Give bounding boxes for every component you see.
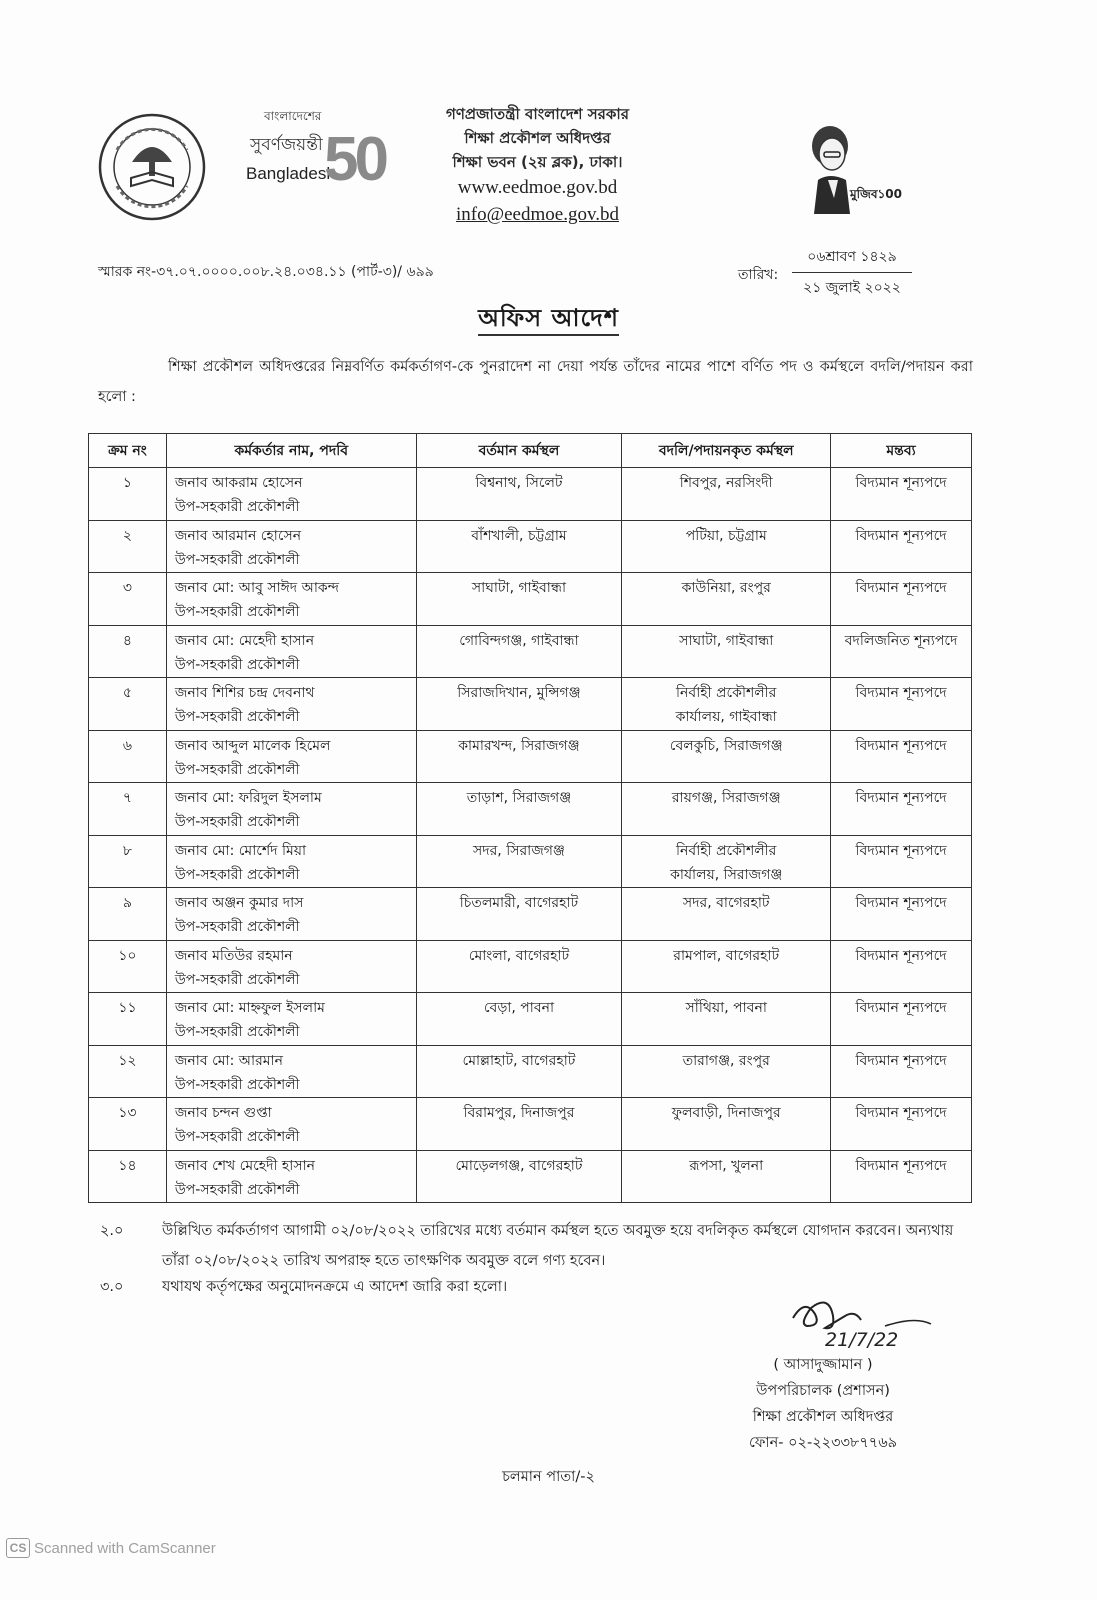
new-station-cell — [622, 520, 831, 573]
header-remark: মন্তব্য — [831, 434, 972, 468]
name-cell-line: উপ-সহকারী প্রকৌশলী — [174, 814, 300, 830]
jubilee-english-text: Bangladesh — [246, 164, 336, 183]
serial-cell — [89, 625, 167, 678]
name-cell — [166, 1098, 416, 1151]
name-cell-line: জনাব অঞ্জন কুমার দাস — [174, 895, 304, 911]
remark-cell-line: বিদ্যমান শূন্যপদে — [855, 1157, 947, 1174]
remark-cell-line: বিদ্যমান শূন্যপদে — [855, 475, 947, 491]
name-cell-line: জনাব মো: মাহ্নফুল ইসলাম — [174, 1000, 325, 1016]
serial-cell-line: ২ — [122, 527, 132, 544]
current-station-cell-line: সাঘাটা, গাইবান্ধা — [471, 580, 567, 596]
transfer-table — [88, 433, 972, 1203]
remark-cell — [831, 678, 972, 731]
new-station-cell — [622, 888, 831, 941]
current-station-cell — [416, 993, 622, 1046]
current-station-cell-line: গোবিন্দগঞ্জ, গাইবান্ধা — [459, 632, 579, 649]
remark-cell-line: বিদ্যমান শূন্যপদে — [855, 947, 947, 964]
current-station-cell-line: তাড়াশ, সিরাজগঞ্জ — [466, 790, 572, 806]
current-station-cell-line: মোংলা, বাগেরহাট — [468, 947, 570, 964]
new-station-cell — [622, 835, 831, 888]
header-current: বর্তমান কর্মস্থল — [416, 434, 622, 468]
remark-cell — [831, 940, 972, 993]
serial-cell-line: ৪ — [122, 632, 132, 649]
table-row — [89, 1098, 972, 1151]
current-station-cell — [416, 468, 622, 521]
table-row — [89, 835, 972, 888]
new-station-cell — [622, 1098, 831, 1151]
org-line-address: শিক্ষা ভবন (২য় ব্লক), ঢাকা। — [452, 153, 623, 171]
serial-cell-line: ৩ — [122, 580, 132, 596]
new-station-cell-line: কার্যালয়, গাইবান্ধা — [675, 709, 777, 725]
serial-cell — [89, 888, 167, 941]
intro-paragraph: শিক্ষা প্রকৌশল অধিদপ্তরের নিম্নবর্ণিত কর্মকর্তাগণ-কে পুনরাদেশ না দেয়া পর্যন্ত তাঁদের নামের পাশে বর্ণিত পদ ও কর্মস্থলে বদলি/পদায়ন করা হলো : — [98, 359, 973, 405]
serial-cell — [89, 730, 167, 783]
name-cell-line: উপ-সহকারী প্রকৌশলী — [174, 656, 300, 673]
table-row — [89, 573, 972, 626]
remark-cell — [831, 573, 972, 626]
signatory-designation: উপপরিচালক (প্রশাসন) — [756, 1383, 890, 1399]
name-cell — [166, 730, 416, 783]
new-station-cell-line: শিবপুর, নরসিংদী — [679, 475, 773, 491]
remark-cell — [831, 835, 972, 888]
serial-cell-line: ১৪ — [118, 1157, 137, 1174]
current-station-cell — [416, 1098, 622, 1151]
camscanner-text: Scanned with CamScanner — [34, 1539, 216, 1557]
name-cell — [166, 468, 416, 521]
new-station-cell — [622, 625, 831, 678]
serial-cell-line: ৮ — [122, 842, 132, 859]
signature-block — [728, 1352, 918, 1456]
name-cell-line: জনাব আরমান হোসেন — [174, 527, 302, 544]
serial-cell — [89, 993, 167, 1046]
new-station-cell — [622, 730, 831, 783]
name-cell — [166, 835, 416, 888]
remark-cell-line: বিদ্যমান শূন্যপদে — [855, 527, 947, 544]
current-station-cell-line: সদর, সিরাজগঞ্জ — [473, 842, 565, 859]
paragraph-2-number: ২.০ — [100, 1223, 124, 1239]
header-serial: ক্রম নং — [89, 434, 167, 468]
name-cell — [166, 993, 416, 1046]
document-title — [0, 300, 1097, 340]
signatory-name: ( আসাদুজ্জামান ) — [773, 1357, 873, 1373]
table-row — [89, 940, 972, 993]
remark-cell — [831, 1098, 972, 1151]
name-cell-line: জনাব চন্দন গুপ্তা — [174, 1105, 272, 1121]
name-cell-line: জনাব মো: মোর্শেদ মিয়া — [174, 842, 307, 859]
new-station-cell-line: রায়গঞ্জ, সিরাজগঞ্জ — [671, 790, 781, 806]
new-station-cell — [622, 783, 831, 836]
remark-cell — [831, 1150, 972, 1203]
paragraph-2-text: উল্লিখিত কর্মকর্তাগণ আগামী ০২/০৮/২০২২ তারিখের মধ্যে বর্তমান কর্মস্থল হতে অবমুক্ত হয়ে বদলিকৃত কর্মস্থলে যোগদান করবেন। অন্যথায় তাঁরা ০২/০৮/২০২২ তারিখ অপরাহ্ন হতে তাৎক্ষণিক অবমুক্ত বলে গণ্য হবেন। — [162, 1223, 954, 1269]
name-cell — [166, 940, 416, 993]
name-cell-line: জনাব মতিউর রহমান — [174, 947, 293, 964]
org-line-government: গণপ্রজাতন্ত্রী বাংলাদেশ সরকার — [446, 105, 629, 123]
serial-cell-line: ৭ — [122, 790, 132, 806]
table-row — [89, 1150, 972, 1203]
serial-cell — [89, 940, 167, 993]
remark-cell-line: বিদ্যমান শূন্যপদে — [855, 790, 947, 806]
name-cell — [166, 520, 416, 573]
new-station-cell-line: সাঘাটা, গাইবান্ধা — [679, 632, 774, 649]
current-station-cell — [416, 1045, 622, 1098]
current-station-cell — [416, 940, 622, 993]
name-cell — [166, 888, 416, 941]
new-station-cell-line: তারাগঞ্জ, রংপুর — [682, 1052, 770, 1069]
current-station-cell — [416, 835, 622, 888]
department-seal-icon — [97, 112, 207, 222]
name-cell-line: জনাব আব্দুল মালেক হিমেল — [174, 737, 331, 754]
camscanner-logo-icon: CS — [6, 1538, 30, 1558]
remark-cell — [831, 783, 972, 836]
serial-cell — [89, 678, 167, 731]
new-station-cell-line: রূপসা, খুলনা — [689, 1157, 764, 1174]
current-station-cell — [416, 573, 622, 626]
serial-cell-line: ১২ — [118, 1052, 137, 1069]
current-station-cell-line: মোল্লাহাট, বাগেরহাট — [462, 1052, 576, 1069]
current-station-cell — [416, 625, 622, 678]
new-station-cell — [622, 1045, 831, 1098]
name-cell-line: উপ-সহকারী প্রকৌশলী — [174, 1076, 300, 1093]
remark-cell — [831, 468, 972, 521]
new-station-cell-line: ফুলবাড়ী, দিনাজপুর — [671, 1105, 781, 1121]
remark-cell-line: বিদ্যমান শূন্যপদে — [855, 685, 947, 701]
serial-cell-line: ১০ — [118, 947, 137, 964]
name-cell — [166, 1150, 416, 1203]
name-cell-line: জনাব মো: ফরিদুল ইসলাম — [174, 790, 322, 806]
current-station-cell-line: চিতলমারী, বাগেরহাট — [459, 895, 579, 911]
serial-cell-line: ১ — [122, 475, 132, 491]
table-row — [89, 468, 972, 521]
name-cell-line: উপ-সহকারী প্রকৌশলী — [174, 1181, 300, 1198]
table-row — [89, 625, 972, 678]
camscanner-watermark — [6, 1537, 216, 1559]
continuation-note: চলমান পাতা/-২ — [502, 1469, 595, 1485]
name-cell — [166, 1045, 416, 1098]
remark-cell-line: বিদ্যমান শূন্যপদে — [855, 580, 947, 596]
date-bangla: ০৬শ্রাবণ ১৪২৯ — [792, 245, 912, 273]
remark-cell-line: বিদ্যমান শূন্যপদে — [855, 1105, 947, 1121]
new-station-cell-line: সদর, বাগেরহাট — [682, 895, 770, 911]
name-cell-line: জনাব আকরাম হোসেন — [174, 475, 303, 491]
memo-number: স্মারক নং-৩৭.০৭.০০০০.০০৮.২৪.০৩৪.১১ (পার্ট-৩)/ ৬৯৯ — [98, 264, 434, 280]
remark-cell — [831, 730, 972, 783]
signature-date: 21/7/22 — [825, 1329, 899, 1351]
remark-cell-line: বিদ্যমান শূন্যপদে — [855, 842, 947, 859]
new-station-cell-line: নির্বাহী প্রকৌশলীর — [676, 842, 777, 859]
website-link[interactable]: www.eedmoe.gov.bd — [457, 177, 618, 198]
current-station-cell-line: মোড়েলগঞ্জ, বাগেরহাট — [455, 1157, 583, 1174]
date-block — [792, 245, 912, 300]
current-station-cell-line: বিশ্বনাথ, সিলেট — [475, 475, 563, 491]
current-station-cell-line: বিরামপুর, দিনাজপুর — [463, 1105, 575, 1121]
table-row — [89, 783, 972, 836]
current-station-cell — [416, 520, 622, 573]
new-station-cell-line: বেলকুচি, সিরাজগঞ্জ — [669, 737, 783, 754]
remark-cell — [831, 888, 972, 941]
remark-cell-line: বিদ্যমান শূন্যপদে — [855, 1052, 947, 1069]
current-station-cell — [416, 730, 622, 783]
name-cell-line: উপ-সহকারী প্রকৌশলী — [174, 1024, 300, 1040]
new-station-cell — [622, 993, 831, 1046]
serial-cell — [89, 468, 167, 521]
name-cell-line: জনাব শেখ মেহেদী হাসান — [174, 1157, 316, 1174]
organization-header — [415, 102, 660, 228]
current-station-cell-line: বেড়া, পাবনা — [483, 1000, 555, 1016]
serial-cell — [89, 783, 167, 836]
current-station-cell — [416, 783, 622, 836]
table-row — [89, 888, 972, 941]
name-cell-line: উপ-সহকারী প্রকৌশলী — [174, 866, 300, 883]
name-cell-line: উপ-সহকারী প্রকৌশলী — [174, 604, 300, 620]
golden-jubilee-logo — [236, 106, 385, 206]
date-english: ২১ জুলাই ২০২২ — [803, 280, 901, 296]
table-header-row — [89, 434, 972, 468]
name-cell-line: উপ-সহকারী প্রকৌশলী — [174, 761, 300, 778]
remark-cell — [831, 1045, 972, 1098]
name-cell — [166, 625, 416, 678]
serial-cell — [89, 1045, 167, 1098]
name-cell-line: উপ-সহকারী প্রকৌশলী — [174, 709, 300, 725]
name-cell-line: উপ-সহকারী প্রকৌশলী — [174, 919, 300, 935]
new-station-cell-line: রামপাল, বাগেরহাট — [673, 947, 780, 964]
jubilee-mid-text: সুবর্ণজয়ন্তী — [250, 135, 323, 155]
name-cell-line: জনাব মো: আরমান — [174, 1052, 283, 1069]
jubilee-number: 50 — [324, 125, 385, 194]
name-cell-line: উপ-সহকারী প্রকৌশলী — [174, 971, 300, 988]
header-name: কর্মকর্তার নাম, পদবি — [166, 434, 416, 468]
current-station-cell-line: কামারখন্দ, সিরাজগঞ্জ — [458, 737, 580, 754]
serial-cell — [89, 1098, 167, 1151]
remark-cell — [831, 520, 972, 573]
current-station-cell-line: বাঁশখালী, চট্টগ্রাম — [471, 527, 567, 544]
serial-cell-line: ৯ — [122, 895, 132, 911]
name-cell-line: উপ-সহকারী প্রকৌশলী — [174, 1129, 300, 1145]
table-row — [89, 730, 972, 783]
table-body — [89, 468, 972, 1203]
date-label: তারিখ: — [738, 267, 779, 283]
new-station-cell-line: নির্বাহী প্রকৌশলীর — [676, 685, 777, 701]
table-row — [89, 678, 972, 731]
serial-cell — [89, 573, 167, 626]
signatory-phone: ফোন- ০২-২২৩৩৮৭৭৬৯ — [748, 1435, 898, 1451]
new-station-cell — [622, 678, 831, 731]
portrait-caption: মুজিব১00 — [850, 187, 902, 201]
serial-cell-line: ১১ — [118, 1000, 137, 1016]
name-cell — [166, 783, 416, 836]
new-station-cell-line: সাঁথিয়া, পাবনা — [685, 1000, 767, 1016]
remark-cell-line: বিদ্যমান শূন্যপদে — [855, 895, 947, 911]
table-row — [89, 993, 972, 1046]
remark-cell — [831, 993, 972, 1046]
remark-cell-line: বিদ্যমান শূন্যপদে — [855, 1000, 947, 1016]
serial-cell-line: ৫ — [122, 685, 132, 701]
name-cell-line: জনাব মো: মেহেদী হাসান — [174, 632, 315, 649]
serial-cell — [89, 1150, 167, 1203]
serial-cell-line: ৬ — [122, 737, 132, 754]
current-station-cell — [416, 1150, 622, 1203]
paragraph-3-text: যথাযথ কর্তৃপক্ষের অনুমোদনক্রমে এ আদেশ জারি করা হলো। — [162, 1279, 508, 1295]
header-new: বদলি/পদায়নকৃত কর্মস্থল — [622, 434, 831, 468]
new-station-cell-line: কার্যালয়, সিরাজগঞ্জ — [670, 866, 783, 883]
new-station-cell — [622, 1150, 831, 1203]
serial-cell — [89, 520, 167, 573]
table-row — [89, 520, 972, 573]
paragraph-3-number: ৩.০ — [100, 1279, 124, 1295]
new-station-cell — [622, 573, 831, 626]
new-station-cell — [622, 468, 831, 521]
jubilee-top-text: বাংলাদেশের — [264, 109, 322, 123]
title-text: অফিস আদেশ — [478, 304, 619, 336]
current-station-cell — [416, 678, 622, 731]
name-cell-line: উপ-সহকারী প্রকৌশলী — [174, 551, 300, 568]
remark-cell-line: বিদ্যমান শূন্যপদে — [855, 737, 947, 754]
name-cell-line: জনাব মো: আবু সাঈদ আকন্দ — [174, 580, 339, 596]
name-cell — [166, 678, 416, 731]
remark-cell-line: বদলিজনিত শূন্যপদে — [844, 632, 958, 649]
current-station-cell-line: সিরাজদিখান, মুন্সিগঞ্জ — [457, 685, 581, 701]
table-row — [89, 1045, 972, 1098]
org-line-department: শিক্ষা প্রকৌশল অধিদপ্তর — [464, 129, 611, 147]
name-cell — [166, 573, 416, 626]
remark-cell — [831, 625, 972, 678]
name-cell-line: জনাব শিশির চন্দ্র দেবনাথ — [174, 685, 315, 701]
new-station-cell-line: কাউনিয়া, রংপুর — [681, 580, 771, 596]
name-cell-line: উপ-সহকারী প্রকৌশলী — [174, 499, 300, 515]
serial-cell — [89, 835, 167, 888]
serial-cell-line: ১৩ — [118, 1105, 137, 1121]
new-station-cell-line: পটিয়া, চট্টগ্রাম — [685, 527, 767, 544]
current-station-cell — [416, 888, 622, 941]
signatory-office: শিক্ষা প্রকৌশল অধিদপ্তর — [752, 1409, 894, 1425]
email-link[interactable]: info@eedmoe.gov.bd — [456, 204, 619, 225]
new-station-cell — [622, 940, 831, 993]
